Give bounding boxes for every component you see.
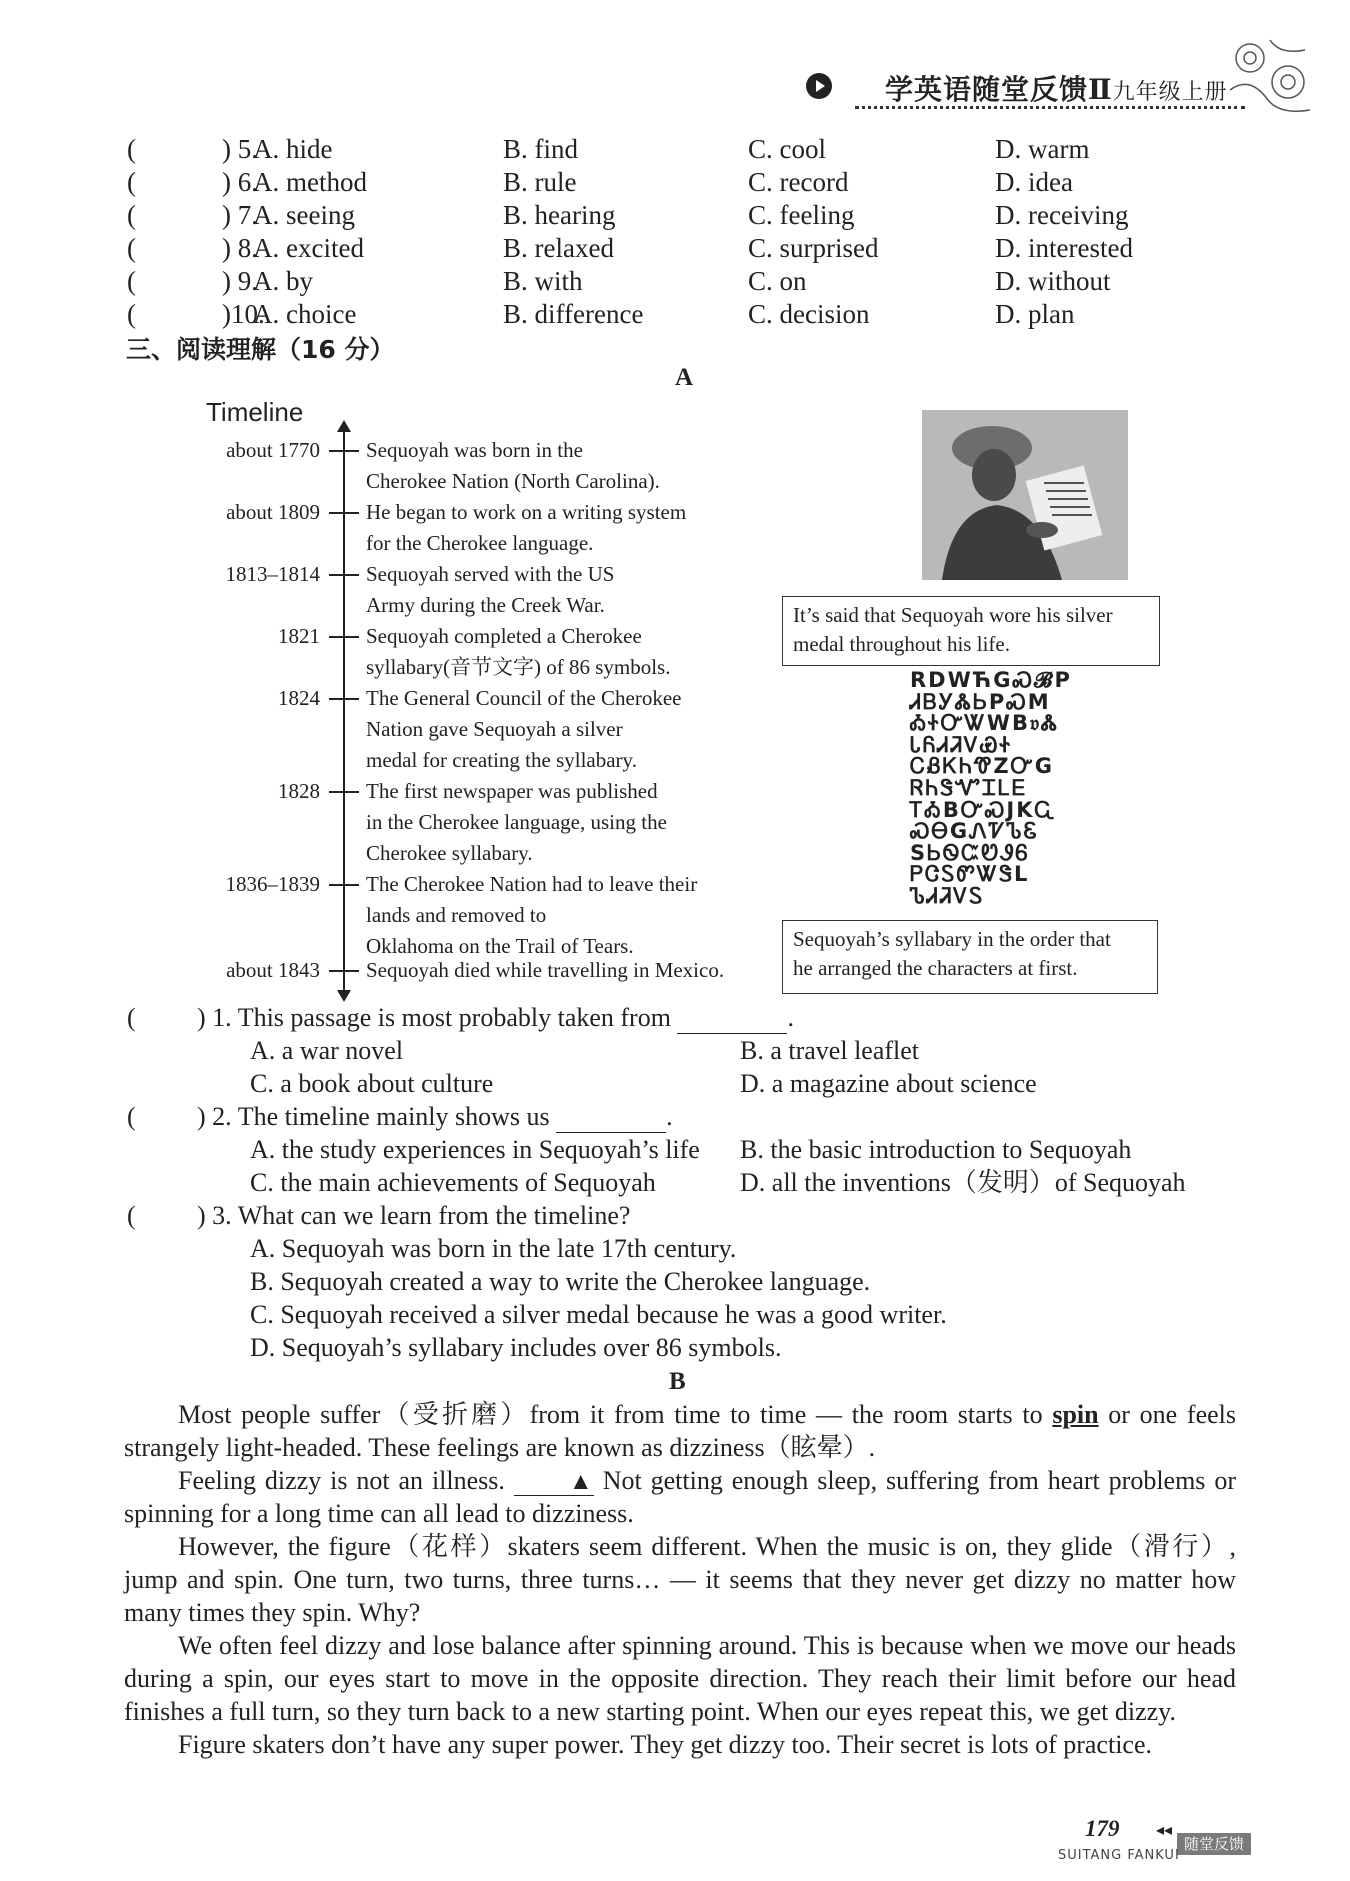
option-a: A. seeing (253, 200, 355, 230)
question-stem-text: ) 3. What can we learn from the timeline? (197, 1201, 631, 1230)
passage-b-paragraph: Feeling dizzy is not an illness. ▲ Not getting enough sleep, suffering from heart problems or spinning for a long time can all lead to dizziness. (124, 1466, 1236, 1528)
timeline-title: Timeline (206, 397, 304, 427)
question-stem (197, 1199, 630, 1232)
play-icon (806, 73, 832, 99)
question-number: ) 7. (222, 200, 258, 230)
timeline-event-text (366, 869, 766, 962)
timeline-event-text (366, 955, 766, 986)
answer-blank[interactable] (677, 1007, 787, 1034)
passage-b-paragraph: However, the figure（花样）skaters seem different. When the music is on, they glide（滑行）, jump and spin. One turn, two turns, three turns… — it seems that they never get dizzy no matter how many times they spin. Why? (124, 1532, 1236, 1627)
passage-b-label: B (669, 1368, 686, 1395)
timeline-tick (329, 970, 359, 972)
question-stem-end: . (666, 1102, 673, 1131)
timeline-tick (329, 574, 359, 576)
syllabary-row: ᎢᎣBᏅᏍJKᏩ (910, 797, 1057, 822)
option-d: D. plan (995, 299, 1075, 329)
keyword-spin: spin (1052, 1400, 1099, 1429)
answer-paren[interactable]: ( (127, 1201, 136, 1230)
timeline-year: about 1843 (226, 958, 320, 982)
timeline-tick (329, 884, 359, 886)
timeline-event-text (366, 559, 766, 621)
option-a: A. hide (253, 134, 333, 164)
option-c: C. record (748, 167, 849, 197)
floral-decoration-icon (1220, 30, 1320, 120)
footer-brand: SUITANG FANKUI (1058, 1848, 1180, 1863)
timeline-year: about 1770 (226, 438, 320, 462)
passage-b-paragraph: Most people suffer（受折磨）from it from time to time — the room starts to spin or one feels strangely light-headed. These feelings are known as dizziness（眩晕）. (124, 1400, 1236, 1462)
timeline-event-line: Cherokee syllabary. (366, 841, 533, 865)
option-a: A. choice (253, 299, 357, 329)
timeline-event-line: medal for creating the syllabary. (366, 748, 637, 772)
question-stem-end: . (787, 1003, 794, 1032)
question-number: )10. (222, 299, 265, 329)
question-stem-text: ) 1. This passage is most probably taken from (197, 1003, 671, 1032)
option-d: D. without (995, 266, 1111, 296)
timeline-event-line: The first newspaper was published (366, 779, 658, 803)
passage-b-text (124, 1398, 1236, 1761)
timeline-event-line: syllabary(音节文字) of 86 symbols. (366, 655, 671, 679)
syllabary-row: RDWЋGᏍ𝓑P (910, 668, 1072, 692)
option-b: B. find (503, 134, 579, 164)
timeline-tick (329, 450, 359, 452)
option-a: A. excited (253, 233, 364, 263)
option-a: A. by (253, 266, 313, 296)
timeline-year: 1813–1814 (225, 562, 320, 586)
option-d: D. idea (995, 167, 1073, 197)
syllabary-row: ᏖᏗᏘᏙᏚ (910, 883, 985, 908)
timeline-event-line: Army during the Creek War. (366, 593, 605, 617)
answer-option[interactable]: D. a magazine about science (740, 1069, 1037, 1098)
timeline-axis (343, 425, 345, 995)
answer-blank[interactable]: ▲ (514, 1469, 594, 1496)
option-c: C. on (748, 266, 807, 296)
question-number: ) 9. (222, 266, 258, 296)
timeline-year: 1828 (278, 779, 320, 803)
answer-paren[interactable]: ( (127, 266, 136, 296)
option-c: C. feeling (748, 200, 855, 230)
answer-paren[interactable]: ( (127, 200, 136, 230)
timeline-event-text (366, 497, 766, 559)
passage-b-paragraph: Figure skaters don’t have any super power. They get dizzy too. Their secret is lots of practice. (178, 1730, 1152, 1759)
answer-blank[interactable] (556, 1106, 666, 1133)
option-d: D. receiving (995, 200, 1129, 230)
question-number: ) 6. (222, 167, 258, 197)
timeline-event-line: in the Cherokee language, using the (366, 810, 667, 834)
section-title: 三、阅读理解（16 分） (126, 335, 395, 364)
answer-paren[interactable]: ( (127, 1003, 136, 1032)
syllabary-row: ᎣᏐᏅᏔWB𝔳Ꮬ (910, 711, 1060, 736)
timeline-event-line: Oklahoma on the Trail of Tears. (366, 934, 634, 958)
option-b: B. with (503, 266, 583, 296)
option-d: D. interested (995, 233, 1133, 263)
question-stem-text: ) 2. The timeline mainly shows us (197, 1102, 550, 1131)
timeline-year: 1824 (278, 686, 320, 710)
timeline-year: 1821 (278, 624, 320, 648)
option-b: B. relaxed (503, 233, 614, 263)
timeline-tick (329, 636, 359, 638)
syllabary-caption: Sequoyah’s syllabary in the order that he arranged the characters at first. (782, 920, 1158, 994)
syllabary-row: ᏢᏣᏚᏛᏔᏕL (910, 862, 1030, 887)
syllabary-row: ᏒᏂᏕᏉᏆᏞᎬ (910, 775, 1028, 800)
timeline-event-line: Sequoyah completed a Cherokee (366, 624, 642, 648)
timeline-event-line: Cherokee Nation (North Carolina). (366, 469, 660, 493)
answer-option[interactable]: D. Sequoyah’s syllabary includes over 86 symbols. (250, 1333, 782, 1362)
timeline-year: about 1809 (226, 500, 320, 524)
sequoyah-portrait (922, 410, 1128, 580)
footer-tag: 随堂反馈 (1177, 1833, 1251, 1855)
syllabary-row: ᏟᏰᏦᏂᏡZᏅG (910, 754, 1054, 779)
passage-b-paragraph: We often feel dizzy and lose balance after spinning around. This is because when we move our heads during a spin, our eyes start to move in the opposite direction. They reach their limit before our head finishes a full turn, so they turn back to a new starting point. When our eyes repeat this, we get dizzy. (124, 1631, 1236, 1726)
option-c: C. surprised (748, 233, 879, 263)
answer-option[interactable]: B. the basic introduction to Sequoyah (740, 1135, 1132, 1164)
timeline-event-line: He began to work on a writing system (366, 500, 687, 524)
timeline-event-text (366, 683, 766, 776)
syllabary-row: ᏗᏴᎩᏜᏏPᏍM (910, 689, 1051, 714)
cherokee-syllabary (910, 670, 1140, 908)
answer-option[interactable]: C. a book about culture (250, 1069, 494, 1098)
answer-option[interactable]: B. Sequoyah created a way to write the Cherokee language. (250, 1267, 871, 1296)
answer-option[interactable]: B. a travel leaflet (740, 1036, 920, 1065)
answer-paren[interactable]: ( (127, 233, 136, 263)
question-number: ) 5. (222, 134, 258, 164)
timeline-tick (329, 791, 359, 793)
option-b: B. hearing (503, 200, 616, 230)
timeline-event-text (366, 776, 766, 869)
question-number: ) 8. (222, 233, 258, 263)
medal-caption: It’s said that Sequoyah wore his silver medal throughout his life. (782, 596, 1160, 666)
syllabary-row: ᏍᎾGᏁᏤᏖᏋ (910, 819, 1039, 844)
answer-option[interactable]: C. Sequoyah received a silver medal because he was a good writer. (250, 1300, 947, 1329)
syllabary-row: SᏏᏫᏨᏬᏭᏮ (910, 840, 1030, 865)
book-title: 学英语随堂反馈Ⅱ九年级上册 (885, 75, 1228, 106)
page-number: 179 (1085, 1816, 1120, 1841)
timeline-event-line: Sequoyah was born in the (366, 438, 583, 462)
timeline-tick (329, 512, 359, 514)
timeline-event-line: Sequoyah died while travelling in Mexico. (366, 958, 725, 982)
timeline-event-line: Nation gave Sequoyah a silver (366, 717, 623, 741)
option-b: B. rule (503, 167, 577, 197)
option-d: D. warm (995, 134, 1090, 164)
answer-paren[interactable]: ( (127, 1102, 136, 1131)
book-subtitle: 九年级上册 (1112, 79, 1228, 104)
answer-paren[interactable]: ( (127, 167, 136, 197)
option-c: C. cool (748, 134, 826, 164)
syllabary-row: ᏓᏲᏗᏘᏙᏯᏐ (910, 732, 1013, 757)
timeline-event-line: The Cherokee Nation had to leave their (366, 872, 698, 896)
timeline-event-line: for the Cherokee language. (366, 531, 594, 555)
timeline-year: 1836–1839 (225, 872, 320, 896)
timeline-tick (329, 698, 359, 700)
passage-a-label: A (675, 364, 694, 391)
answer-option[interactable]: A. Sequoyah was born in the late 17th century. (250, 1234, 737, 1263)
answer-option[interactable]: A. the study experiences in Sequoyah’s life (250, 1135, 700, 1164)
answer-option[interactable]: A. a war novel (250, 1036, 404, 1065)
timeline-event-text (366, 435, 766, 497)
answer-paren[interactable]: ( (127, 134, 136, 164)
option-b: B. difference (503, 299, 644, 329)
option-c: C. decision (748, 299, 870, 329)
option-a: A. method (253, 167, 367, 197)
header-dotted-line (855, 106, 1245, 109)
question-stem (197, 1100, 673, 1133)
arrows-icon: ◂◂ (1156, 1822, 1173, 1839)
answer-paren[interactable]: ( (127, 299, 136, 329)
question-stem (197, 1001, 794, 1034)
timeline-event-line: lands and removed to (366, 903, 547, 927)
timeline-event-line: The General Council of the Cherokee (366, 686, 682, 710)
timeline-event-text (366, 621, 766, 683)
answer-option[interactable]: D. all the inventions（发明）of Sequoyah (740, 1168, 1186, 1197)
timeline-event-line: Sequoyah served with the US (366, 562, 615, 586)
answer-option[interactable]: C. the main achievements of Sequoyah (250, 1168, 656, 1197)
